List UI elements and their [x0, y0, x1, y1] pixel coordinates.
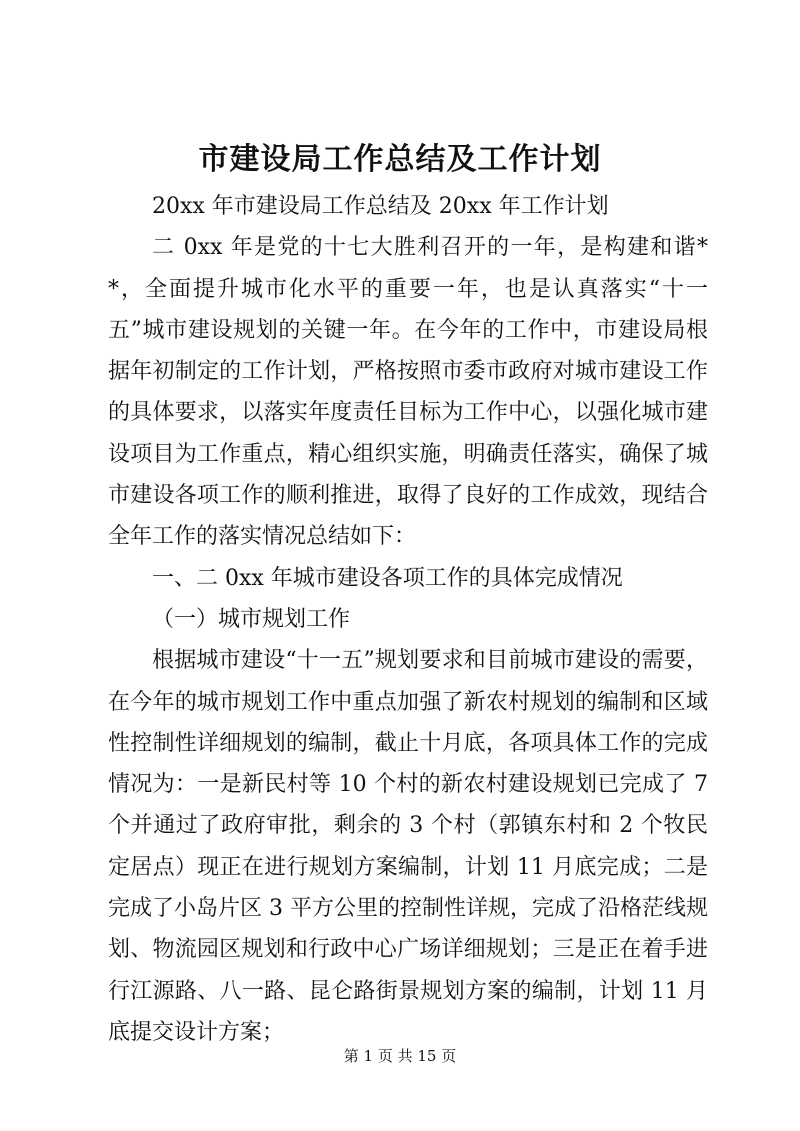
planning-paragraph: 根据城市建设“十一五”规划要求和目前城市建设的需要，在今年的城市规划工作中重点加强了新农村规划的编制和区域性控制性详细规划的编制，截止十月底，各项具体工作的完成情况为：一是新民村等 10 个村的新农村建设规划已完成了 7 个并通过了政府审批，剩余的 3 个村（郭镇东村和 2 个牧民定居点）现正在进行规划方案编制，计划 11 月底完成；二是完成了小岛片区 3 平方公里的控制性详规，完成了沿格茫线规划、物流园区规划和行政中心广场详细规划；三是正在着手进行江源路、八一路、昆仑路街景规划方案的编制，计划 11 月底提交设计方案；: [108, 648, 708, 1045]
subsection-heading: （一）城市规划工作: [152, 606, 351, 632]
intro-paragraph: 二 0xx 年是党的十七大胜利召开的一年，是构建和谐**，全面提升城市化水平的重要一年，也是认真落实“十一五”城市建设规划的关键一年。在今年的工作中，市建设局根据年初制定的工作计划，严格按照市委市政府对城市建设工作的具体要求，以落实年度责任目标为工作中心，以强化城市建设项目为工作重点，精心组织实施，明确责任落实，确保了城市建设各项工作的顺利推进，取得了良好的工作成效，现结合全年工作的落实情况总结如下：: [108, 235, 708, 550]
document-title: 市建设局工作总结及工作计划: [198, 142, 602, 177]
section-heading: 一、二 0xx 年城市建设各项工作的具体完成情况: [152, 565, 623, 591]
page-footer: 第 1 页 共 15 页: [343, 1047, 457, 1065]
document-body: [108, 186, 708, 1053]
subtitle-paragraph: 20xx 年市建设局工作总结及 20xx 年工作计划: [152, 194, 609, 219]
